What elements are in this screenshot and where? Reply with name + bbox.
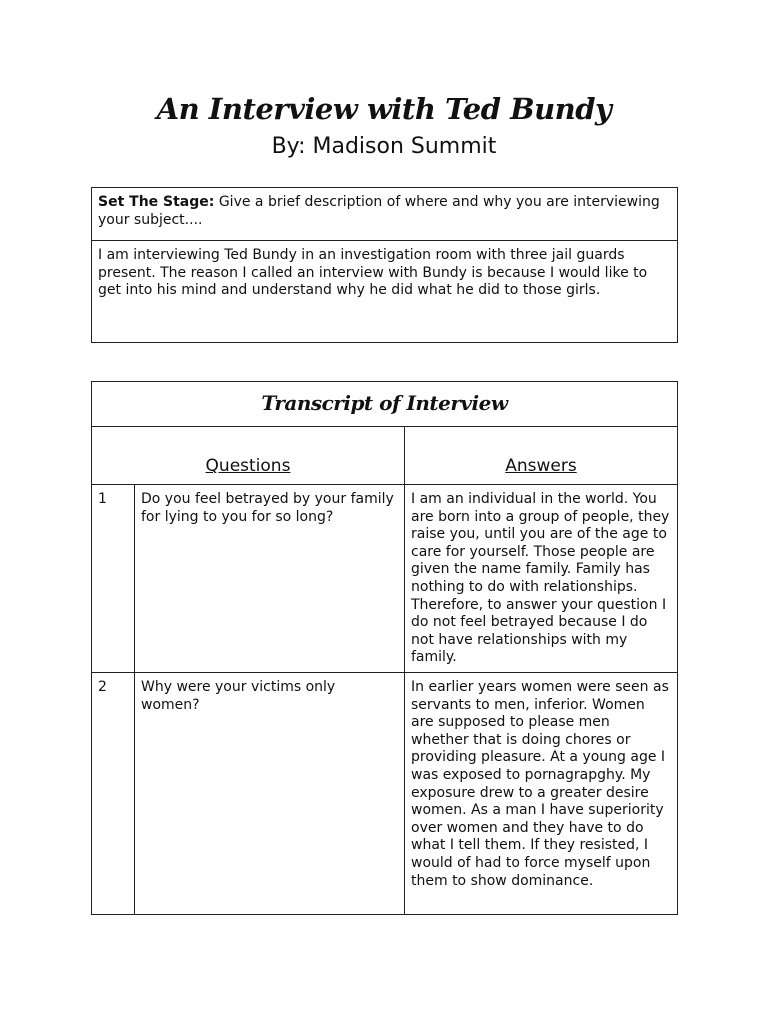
author-byline: By: Madison Summit bbox=[271, 134, 497, 159]
document-title: An Interview with Ted Bundy bbox=[156, 92, 612, 126]
answers-header: Answers bbox=[505, 456, 577, 477]
transcript-title: Transcript of Interview bbox=[92, 382, 678, 427]
questions-header: Questions bbox=[205, 456, 291, 477]
stage-response: I am interviewing Ted Bundy in an investigation room with three jail guards present. The reason I called an interview with Bundy is because I would like to get into his mind and understand why he did what he did to those girls. bbox=[92, 241, 678, 343]
row-number: 1 bbox=[92, 485, 135, 673]
question-cell: Do you feel betrayed by your family for lying to you for so long? bbox=[135, 485, 405, 673]
question-cell: Why were your victims only women? bbox=[135, 673, 405, 915]
stage-prompt: Give a brief description of where and why you are interviewing your subject.... bbox=[98, 194, 660, 228]
answer-cell: In earlier years women were seen as servants to men, inferior. Women are supposed to please men whether that is doing chores or providing pleasure. At a young age I was exposed to pornagrapghy. My exposure drew to a greater desire women. As a man I have superiority over women and they have to do what I tell them. If they resisted, I would of had to force myself upon them to show dominance. bbox=[405, 673, 678, 915]
answer-cell: I am an individual in the world. You are born into a group of people, they raise you, until you are of the age to care for yourself. Those people are given the name family. Family has nothing to do with relationships. Therefore, to answer your question I do not feel betrayed because I do not have relationships with my family. bbox=[405, 485, 678, 673]
table-row bbox=[92, 485, 678, 673]
answers-header-cell bbox=[405, 427, 678, 485]
stage-label: Set The Stage: bbox=[98, 194, 215, 210]
questions-header-cell bbox=[92, 427, 405, 485]
stage-prompt-cell bbox=[92, 188, 678, 241]
set-the-stage-table bbox=[91, 187, 678, 343]
transcript-table bbox=[91, 381, 678, 915]
table-row bbox=[92, 673, 678, 915]
row-number: 2 bbox=[92, 673, 135, 915]
